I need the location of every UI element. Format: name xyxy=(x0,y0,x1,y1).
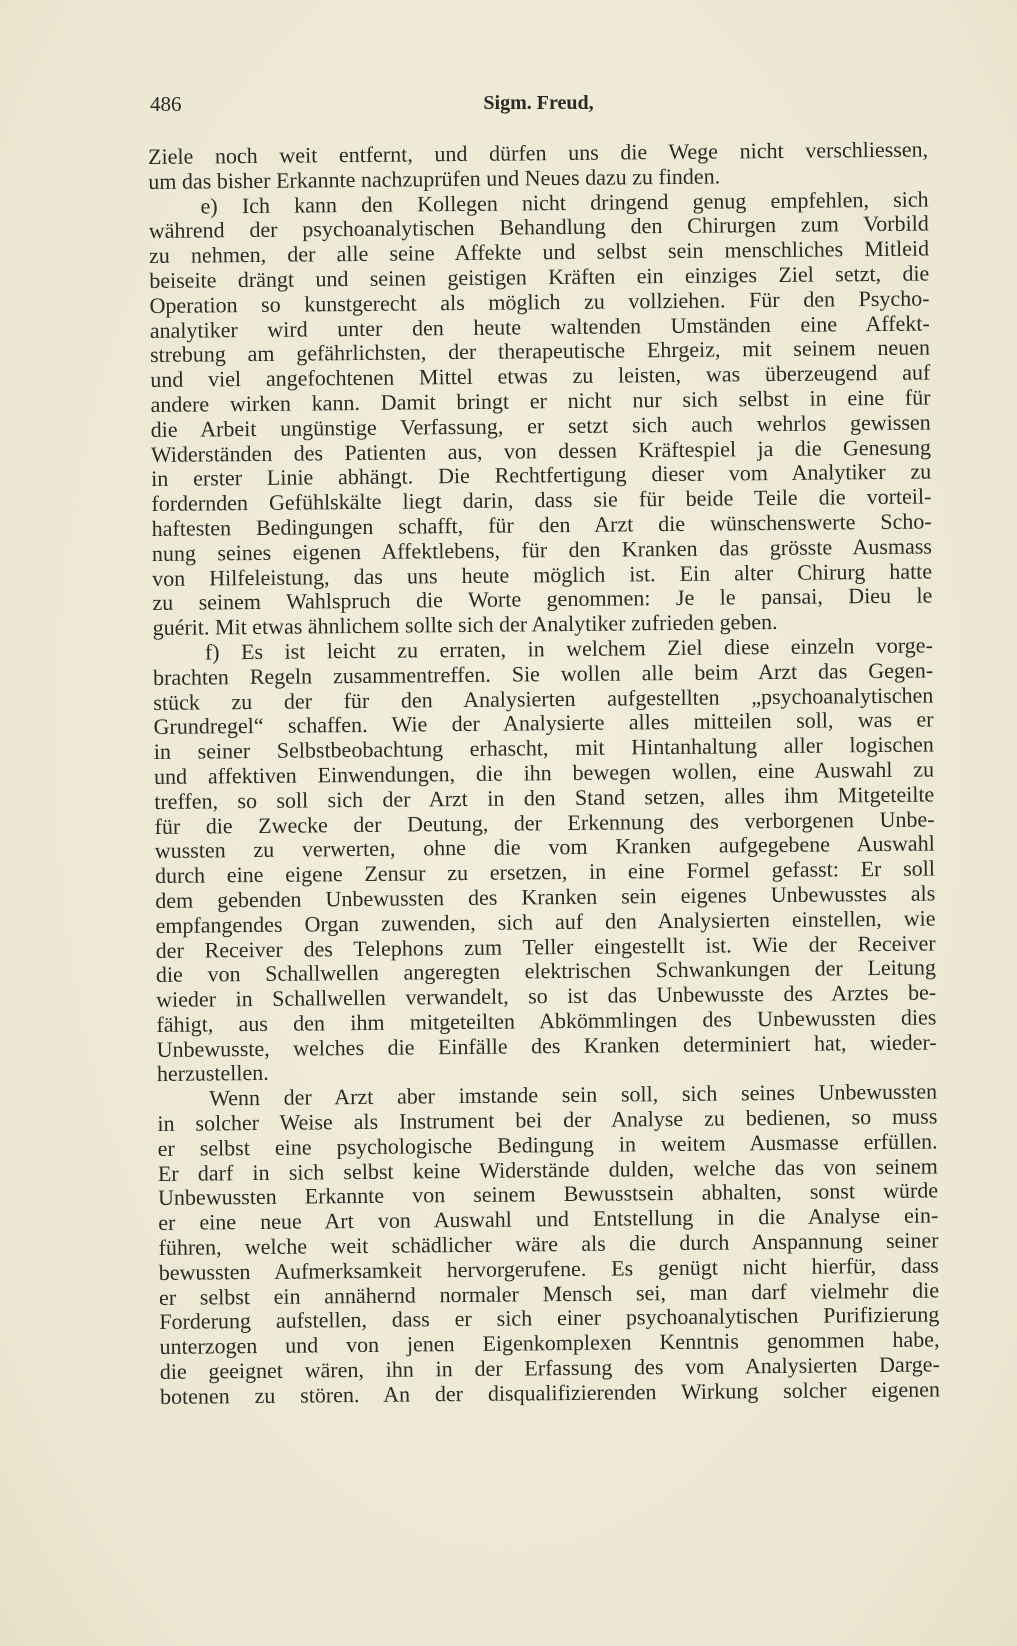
text-line: andere wirken kann. Damit bringt er nicht nur sich selbst in eine für xyxy=(150,384,931,417)
text-line: er selbst eine psychologische Bedingung in weitem Ausmasse erfüllen. xyxy=(157,1128,938,1161)
text-line: um das bisher Erkannte nachzuprüfen und Neues dazu zu finden. xyxy=(148,163,721,194)
text-line: Forderung aufstellen, dass er sich einer psychoanalytischen Purifizierung xyxy=(159,1301,940,1335)
text-line: die von Schallwellen angeregten elektrischen Schwankungen der Leitung xyxy=(155,954,937,988)
text-line: haftesten Bedingungen schafft, für den Arzt die wünschenswerte Scho- xyxy=(151,508,932,541)
page-number: 486 xyxy=(150,92,182,116)
text-line: botenen zu stören. An der disqualifizierenden Wirkung solcher eigenen xyxy=(159,1376,941,1409)
text-line: er selbst ein annähernd normaler Mensch sei, man darf vielmehr die xyxy=(158,1277,940,1310)
text-line: für die Zwecke der Deutung, der Erkennung des verborgenen Unbe- xyxy=(154,805,935,839)
text-line: in solcher Weise als Instrument bei der Analyse zu bedienen, so muss xyxy=(157,1103,938,1137)
body-text xyxy=(148,138,940,1410)
text-line: Grundregel“ schaffen. Wie der Analysierte alles mitteilen soll, was er xyxy=(153,706,934,740)
text-line: Widerständen des Patienten aus, von dessen Kräftespiel ja die Genesung xyxy=(150,434,932,467)
text-line: f) Es ist leicht zu erraten, in welchem Ziel diese einzeln vorge- xyxy=(204,632,933,665)
text-line: Unbewusste, welches die Einfälle des Kranken determiniert hat, wieder- xyxy=(156,1029,937,1062)
text-line: zu seinem Wahlspruch die Worte genommen: Je le pansai, Dieu le xyxy=(152,582,933,616)
text-line: Ziele noch weit entfernt, und dürfen uns die Wege nicht verschliessen, xyxy=(147,136,929,169)
text-line: guérit. Mit etwas ähnlichem sollte sich der Analytiker zufrieden geben. xyxy=(152,609,778,641)
text-line: bewussten Aufmerksamkeit hervorgerufene. Es genügt nicht hierfür, dass xyxy=(158,1252,939,1285)
text-line: durch eine eigene Zensur zu ersetzen, in eine Formel gefasst: Er soll xyxy=(154,855,936,889)
text-line: und affektiven Einwendungen, die ihn bewegen wollen, eine Auswahl zu xyxy=(153,756,935,789)
text-line: treffen, so soll sich der Arzt in den Stand setzen, alles ihm Mitgeteilte xyxy=(154,781,935,814)
text-line: nung seines eigenen Affektlebens, für den Kranken das grösste Ausmass xyxy=(151,533,933,566)
text-line: fordernden Gefühlskälte liegt darin, dass sie für beide Teile die vorteil- xyxy=(151,483,932,517)
text-line: wieder in Schallwellen verwandelt, so ist das Unbewusste des Arztes be- xyxy=(156,979,937,1013)
text-line: e) Ich kann den Kollegen nicht dringend genug empfehlen, sich xyxy=(200,186,929,219)
text-line: Unbewussten Erkannte von seinem Bewusstsein abhalten, sonst würde xyxy=(157,1177,939,1211)
text-line: in erster Linie abhängt. Die Rechtfertigung dieser vom Analytiker zu xyxy=(151,458,932,492)
text-line: führen, welche weit schädlicher wäre als die durch Anspannung seiner xyxy=(158,1227,939,1261)
text-line: stück zu der für den Analysierten aufgestellten „psychoanalytischen xyxy=(153,682,934,715)
text-line: beiseite drängt und seinen geistigen Kräften ein einziges Ziel setzt, die xyxy=(149,260,930,293)
text-line: wussten zu verwerten, ohne die vom Kranken aufgegebene Auswahl xyxy=(154,830,935,864)
text-line: in seiner Selbstbeobachtung erhascht, mit Hintanhaltung aller logischen xyxy=(153,731,934,765)
text-line: Operation so kunstgerecht als möglich zu vollziehen. Für den Psycho- xyxy=(149,285,930,318)
text-line: brachten Regeln zusammentreffen. Sie wollen alle beim Arzt das Gegen- xyxy=(152,657,934,690)
text-line: Wenn der Arzt aber imstande sein soll, sich seines Unbewussten xyxy=(209,1078,938,1111)
text-line: empfangendes Organ zuwenden, sich auf den Analysierten einstellen, wie xyxy=(155,905,936,938)
text-line: die geeignet wären, ihn in der Erfassung des vom Analysierten Darge- xyxy=(159,1351,940,1384)
text-line: analytiker wird unter den heute waltenden Umständen eine Affekt- xyxy=(149,310,930,343)
text-line: strebung am gefährlichsten, der therapeutische Ehrgeiz, mit seinem neuen xyxy=(149,334,931,368)
text-line: zu nehmen, der alle seine Affekte und selbst sein menschliches Mitleid xyxy=(148,235,930,269)
text-line: die Arbeit ungünstige Verfassung, er setzt sich auch wehrlos gewissen xyxy=(150,409,931,442)
text-line: Er darf in sich selbst keine Widerstände dulden, welche das von seinem xyxy=(157,1153,938,1186)
text-line: fähigt, aus den ihm mitgeteilten Abkömmlingen des Unbewussten dies xyxy=(156,1004,937,1037)
running-header: Sigm. Freud, xyxy=(483,92,594,114)
text-line: herzustellen. xyxy=(156,1060,269,1087)
text-line: der Receiver des Telephons zum Teller eingestellt ist. Wie der Receiver xyxy=(155,929,936,963)
text-line: während der psychoanalytischen Behandlung den Chirurgen zum Vorbild xyxy=(148,210,929,244)
text-line: und viel angefochtenen Mittel etwas zu leisten, was überzeugend auf xyxy=(150,359,931,393)
text-line: dem gebenden Unbewussten des Kranken sein eigenes Unbewusstes als xyxy=(155,880,936,913)
text-line: von Hilfeleistung, das uns heute möglich ist. Ein alter Chirurg hatte xyxy=(152,558,933,591)
text-line: unterzogen und von jenen Eigenkomplexen Kenntnis genommen habe, xyxy=(159,1326,940,1360)
text-line: er eine neue Art von Auswahl und Entstellung in die Analyse ein- xyxy=(158,1202,939,1236)
